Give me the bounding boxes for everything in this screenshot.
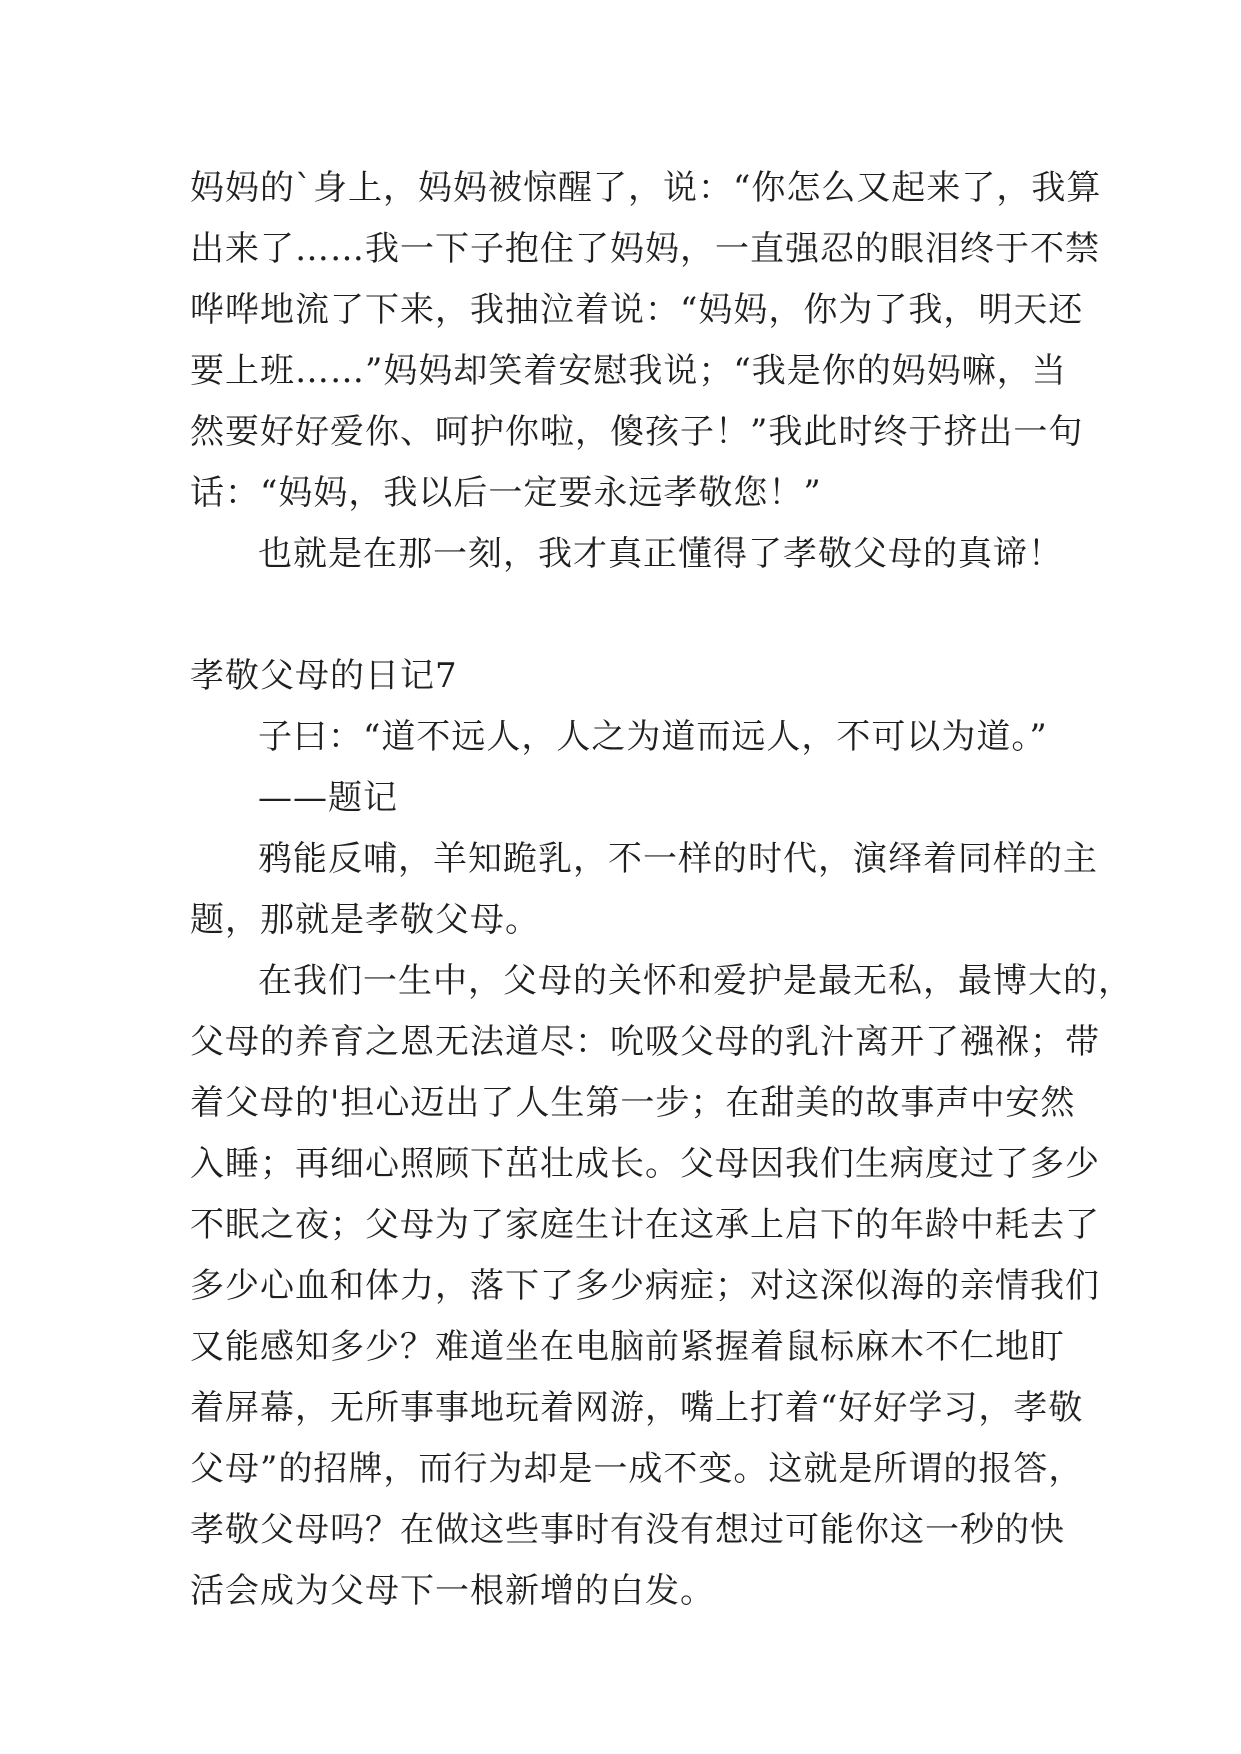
text-line-6: 话：“妈妈，我以后一定要永远孝敬您！” — [190, 473, 822, 513]
text-line-16: 着父母的'担心迈出了人生第一步；在甜美的故事声中安然 — [190, 1083, 1076, 1123]
document-body — [190, 158, 1133, 1622]
text-line-21: 着屏幕，无所事事地玩着网游，嘴上打着“好好学习，孝敬 — [190, 1388, 1084, 1428]
text-line-7: 也就是在那一刻，我才真正懂得了孝敬父母的真谛！ — [258, 534, 1063, 574]
text-line-17: 入睡；再细心照顾下茁壮成长。父母因我们生病度过了多少 — [190, 1144, 1100, 1184]
epigraph-attribution: ——题记 — [258, 778, 398, 818]
paragraph-gap — [190, 585, 1060, 646]
text-line-2: 出来了……我一下子抱住了妈妈，一直强忍的眼泪终于不禁 — [190, 229, 1100, 269]
epigraph-quote: 子曰：“道不远人，人之为道而远人，不可以为道。” — [258, 717, 1048, 757]
text-line-19: 多少心血和体力，落下了多少病症；对这深似海的亲情我们 — [190, 1266, 1100, 1306]
text-line-22: 父母”的招牌，而行为却是一成不变。这就是所谓的报答， — [190, 1449, 1084, 1489]
text-line-12: 鸦能反哺，羊知跪乳，不一样的时代，演绎着同样的主 — [258, 839, 1098, 879]
text-line-13: 题，那就是孝敬父母。 — [190, 900, 540, 940]
text-line-24: 活会成为父母下一根新增的白发。 — [190, 1571, 715, 1611]
text-line-23: 孝敬父母吗？在做这些事时有没有想过可能你这一秒的快 — [190, 1510, 1065, 1550]
text-line-20: 又能感知多少？难道坐在电脑前紧握着鼠标麻木不仁地盯 — [190, 1327, 1065, 1367]
text-line-3: 哗哗地流了下来，我抽泣着说：“妈妈，你为了我，明天还 — [190, 290, 1084, 330]
text-line-18: 不眠之夜；父母为了家庭生计在这承上启下的年龄中耗去了 — [190, 1205, 1100, 1245]
text-line-15: 父母的养育之恩无法道尽：吮吸父母的乳汁离开了襁褓；带 — [190, 1022, 1100, 1062]
text-line-14: 在我们一生中，父母的关怀和爱护是最无私，最博大的， — [258, 961, 1133, 1001]
text-line-1: 妈妈的`身上，妈妈被惊醒了，说：“你怎么又起来了，我算 — [190, 168, 1102, 208]
text-line-4: 要上班……”妈妈却笑着安慰我说；“我是你的妈妈嘛，当 — [190, 351, 1067, 391]
text-line-5: 然要好好爱你、呵护你啦，傻孩子！”我此时终于挤出一句 — [190, 412, 1084, 452]
section-heading: 孝敬父母的日记7 — [190, 656, 458, 696]
